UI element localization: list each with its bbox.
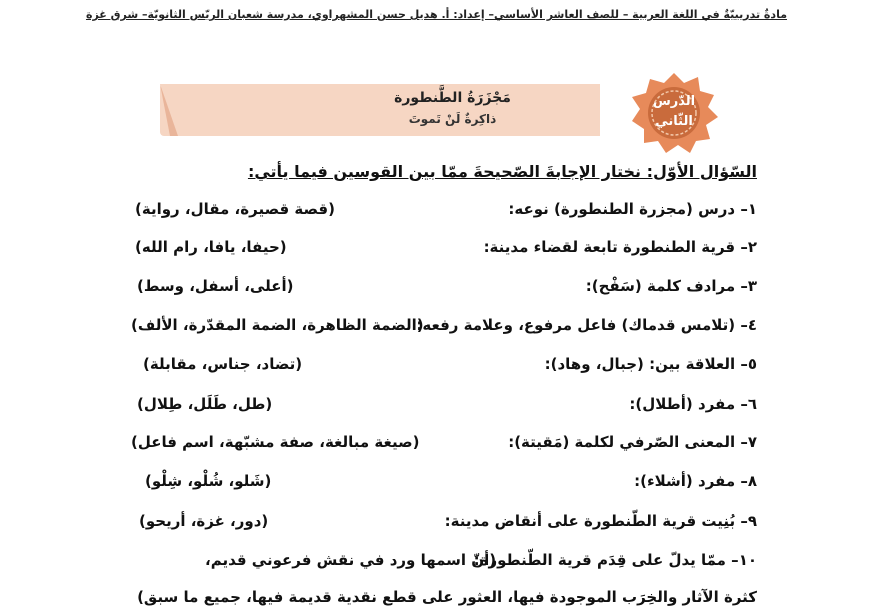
answer-options: (شَلو، شُلْو، شِلْو) [145, 472, 272, 490]
question-item [117, 551, 757, 581]
question-item [117, 395, 757, 425]
question-text: ١– درس (مجزرة الطنطورة) نوعه: [508, 200, 757, 218]
answer-options: (صيغة مبالغة، صفة مشبّهة، اسم فاعل) [131, 433, 420, 451]
question-heading: السّؤال الأوّل: نختار الإجابةَ الصّحيحةَ ممّا بين القوسين فيما يأتي: [247, 162, 757, 181]
question-item [117, 355, 757, 385]
question-item [117, 316, 757, 346]
answer-options: (تضاد، جناس، مقابلة) [143, 355, 303, 373]
answer-options: (حيفا، يافا، رام الله) [135, 238, 287, 256]
answer-options: (قصة قصيرة، مقال، رواية) [135, 200, 335, 218]
lesson-title: مَجْزَرَةُ الطَّنطورة [394, 90, 511, 106]
answer-options: (طل، طَلَل، طِلال) [137, 395, 273, 413]
answer-options: (الضمة الظاهرة، الضمة المقدّرة، الألف) [131, 316, 424, 334]
document-header: مادةٌ تدريبيّةٌ في اللغة العربية – للصف العاشر الأساسي– إعداد: أ. هديل حسن المشهراوي، مدرسة شعبان الريّس الثانويّة– شرق غزة [85, 8, 788, 21]
lesson-number-badge [612, 72, 736, 154]
question-text: ٣– مرادف كلمة (سَفْح): [585, 277, 757, 295]
question-item [117, 433, 757, 463]
question-item [117, 472, 757, 502]
answer-options-continuation: كثرة الآثار والخِرَب الموجودة فيها، العثور على قطع نقدية قديمة فيها، جميع ما سبق) [137, 588, 757, 606]
answer-options: (أعلى، أسفل، وسط) [137, 277, 294, 295]
answer-options: (دور، غزة، أريحو) [139, 512, 269, 530]
question-text: ٢– قرية الطنطورة تابعة لقضاء مدينة: [483, 238, 757, 256]
question-text: ٥– العلاقة بين: (جبال، وهاد): [544, 355, 757, 373]
question-text: ٦– مفرد (أطلال): [629, 395, 757, 413]
badge-label-lesson: الدّرس [652, 94, 696, 109]
question-item [117, 238, 757, 268]
question-text: ٤– (تلامس قدماك) فاعل مرفوع، وعلامة رفعه: [416, 316, 757, 334]
question-text: ٧– المعنى الصّرفي لكلمة (مَقيتة): [508, 433, 757, 451]
lesson-subtitle: ذاكِرةٌ لَنْ تَموتَ [408, 112, 497, 126]
answer-options: (أنّ اسمها ورد في نقش فرعوني قديم، [205, 551, 497, 569]
question-item [117, 200, 757, 230]
badge-label-number: الثّاني [655, 114, 693, 129]
question-item [117, 277, 757, 307]
question-item [117, 512, 757, 542]
question-text: ٨– مفرد (أشلاء): [634, 472, 757, 490]
question-text: ١٠– ممّا يدلّ على قِدَم قرية الطّنطورة: [473, 551, 757, 569]
question-text: ٩– بُنِيت قرية الطّنطورة على أنقاض مدينة: [444, 512, 757, 530]
